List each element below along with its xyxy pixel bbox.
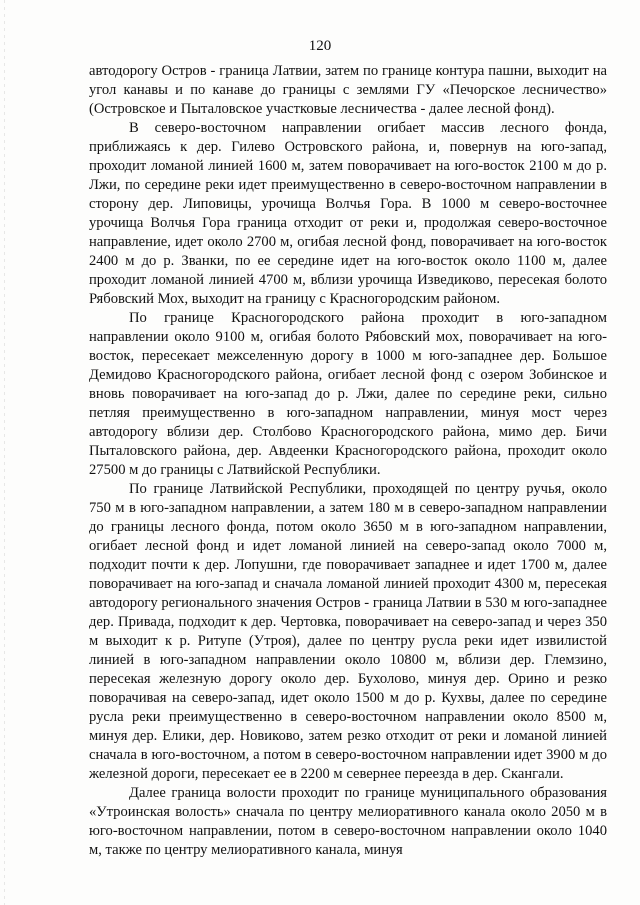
scan-edge — [4, 0, 5, 905]
body-text — [89, 62, 607, 860]
paragraph: В северо-восточном направлении огибает массив лесного фонда, приближаясь к дер. Гилево Островского района, и, повернув на юго-запад, проходит ломаной линией 1600 м, затем поворачивает на юго-восток 2100 м до р. Лжи, по середине реки идет преимущественно в северо-восточном направлении в сторону дер. Липовицы, урочища Волчья Гора. В 1000 м северо-восточнее урочища Волчья Гора граница отходит от реки и, продолжая северо-восточное направление, идет около 2700 м, огибая лесной фонд, поворачивает на юго-восток 2400 м до р. Званки, по ее середине идет на юго-восток около 1100 м, далее проходит ломаной линией 4700 м, вблизи урочища Изведиково, пересекая болото Рябовский Мох, выходит на границу с Красногородским районом. — [89, 120, 607, 307]
page-number: 120 — [308, 38, 332, 54]
paragraph: По границе Латвийской Республики, проходящей по центру ручья, около 750 м в юго-западном направлении, а затем 180 м в северо-западном направлении до границы лесного фонда, потом около 3650 м в юго-западном направлении, огибает лесной фонд и идет ломаной линией на северо-запад около 7000 м, подходит почти к дер. Лопушни, где поворачивает западнее и идет 1700 м, далее поворачивает на юго-запад и сначала ломаной линией проходит 4300 м, пересекая автодорогу регионального значения Остров - граница Латвии в 530 м юго-западнее дер. Привада, подходит к дер. Чертовка, поворачивает на северо-запад и через 350 м выходит к р. Ритупе (Утроя), далее по центру русла реки идет извилистой линией в юго-западном направлении около 10800 м, вблизи дер. Глемзино, пересекая железную дорогу около дер. Бухолово, минуя дер. Орино и резко поворачивая на северо-запад, идет около 1500 м до р. Кухвы, далее по середине русла реки преимущественно в северо-восточном направлении около 8500 м, минуя дер. Елики, дер. Новиково, затем резко отходит от реки и ломаной линией сначала в юго-восточном, а потом в северо-восточном направлении идет 3900 м до железной дороги, пересекает ее в 2200 м севернее переезда в дер. Скангали. — [89, 481, 607, 782]
paragraph-continuation: автодорогу Остров - граница Латвии, затем по границе контура пашни, выходит на угол канавы и по канаве до границы с землями ГУ «Печорское лесничество» (Островское и Пыталовское участковые лесничества - далее лесной фонд). — [89, 63, 607, 117]
paragraph: Далее граница волости проходит по границе муниципального образования «Утроинская волость» сначала по центру мелиоративного канала около 2050 м в юго-восточном направлении, потом в северо-восточном направлении около 1040 м, также по центру мелиоративного канала, минуя — [89, 785, 607, 858]
paragraph: По границе Красногородского района проходит в юго-западном направлении около 9100 м, огибая болото Рябовский мох, поворачивает на юго-восток, пересекает межселенную дорогу в 1000 м юго-западнее дер. Большое Демидово Красногородского района, огибает лесной фонд с озером Зобинское и вновь поворачивает на юго-запад до р. Лжи, далее по середине реки, сильно петляя преимущественно в юго-западном направлении, минуя мост через автодорогу вблизи дер. Столбово Красногородского района, мимо дер. Бичи Пыталовского района, дер. Авдеенки Красногородского района, проходит около 27500 м до границы с Латвийской Республики. — [89, 310, 607, 478]
